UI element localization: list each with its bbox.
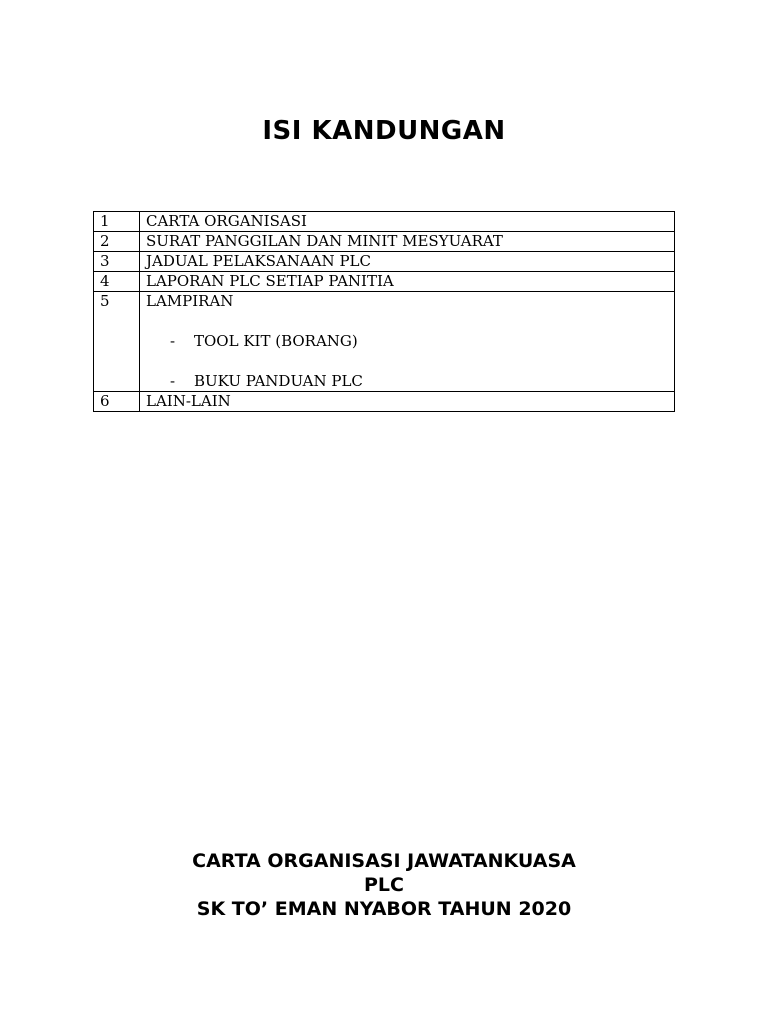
footer-line: CARTA ORGANISASI JAWATANKUASA (192, 850, 576, 872)
table-row (94, 392, 675, 412)
row-label: LAPORAN PLC SETIAP PANITIA (140, 272, 675, 292)
table-row (94, 232, 675, 252)
row-label: JADUAL PELAKSANAAN PLC (140, 252, 675, 272)
row-number: 1 (94, 212, 140, 232)
footer-line: SK TO’ EMAN NYABOR TAHUN 2020 (196, 898, 572, 920)
table-row (94, 292, 675, 392)
table-row (94, 212, 675, 232)
dash-bullet: - (170, 372, 176, 390)
sub-list-item (146, 372, 668, 391)
row-label: SURAT PANGGILAN DAN MINIT MESYUARAT (140, 232, 675, 252)
sub-item-text: BUKU PANDUAN PLC (194, 372, 363, 390)
sub-list-item (146, 332, 668, 351)
row-number: 6 (94, 392, 140, 412)
table-row (94, 252, 675, 272)
row-number: 2 (94, 232, 140, 252)
row-number: 5 (94, 292, 140, 392)
row-number: 4 (94, 272, 140, 292)
page-title: ISI KANDUNGAN (262, 116, 506, 146)
footer-heading (0, 849, 768, 921)
sub-item-text: TOOL KIT (BORANG) (194, 332, 358, 350)
row-number: 3 (94, 252, 140, 272)
sub-list (146, 332, 668, 391)
dash-bullet: - (170, 332, 176, 350)
table-row (94, 272, 675, 292)
row-label: LAMPIRAN (146, 292, 234, 310)
row-label: CARTA ORGANISASI (140, 212, 675, 232)
footer-line: PLC (364, 874, 404, 896)
row-label: LAIN-LAIN (140, 392, 675, 412)
row-content (140, 292, 675, 392)
table-of-contents (93, 211, 675, 412)
